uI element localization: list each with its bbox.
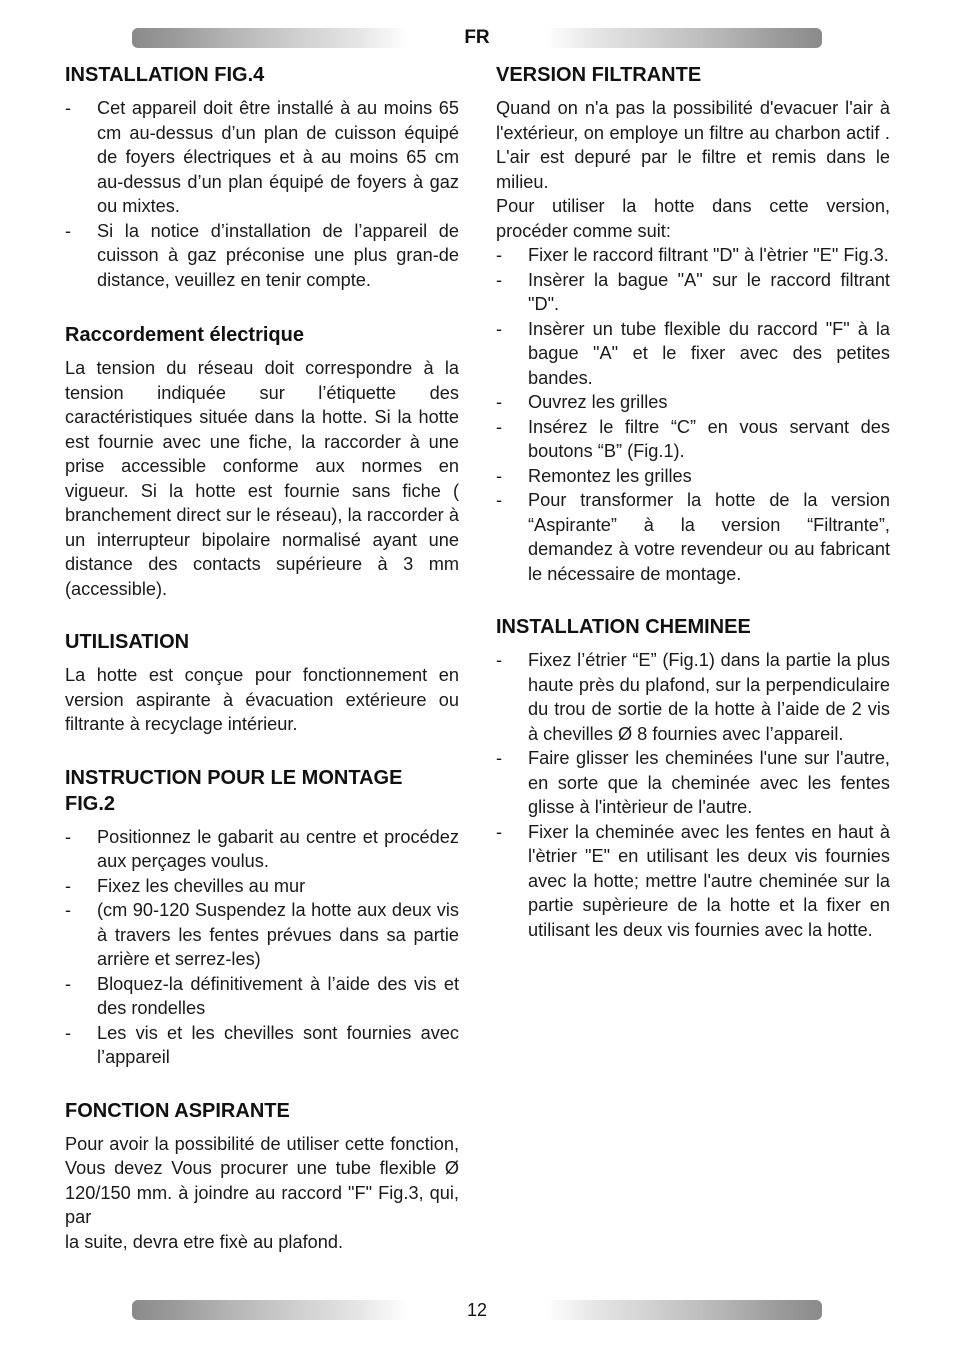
section-filtrante bbox=[496, 62, 890, 586]
list-item: - Si la notice d’installation de l’appareil de cuisson à gaz préconise une plus gran-de distance, veuillez en tenir compte. bbox=[65, 219, 459, 293]
list-item: - Fixez l’étrier “E” (Fig.1) dans la partie la plus haute près du plafond, sur la perpendiculaire du trou de sortie de la hotte à l’aide de 2 vis à chevilles Ø 8 fournies avec l’appareil. bbox=[496, 648, 890, 746]
list-item: - Insérez le filtre “C” en vous servant des boutons “B” (Fig.1). bbox=[496, 415, 890, 464]
list-item: - Pour transformer la hotte de la version “Aspirante” à la version “Filtrante”, demandez à votre revendeur ou au fabricant le nécessaire de montage. bbox=[496, 488, 890, 586]
list-item: - Positionnez le gabarit au centre et procédez aux perçages voulus. bbox=[65, 825, 459, 874]
section-title: FONCTION ASPIRANTE bbox=[65, 1099, 290, 1122]
paragraph: Quand on n'a pas la possibilité d'evacuer l'air à l'extérieur, on employe un filtre au charbon actif . L'air est depuré par le filtre et remis dans le milieu. bbox=[496, 98, 890, 192]
section-cheminee bbox=[496, 614, 890, 942]
paragraph: Pour avoir la possibilité de utiliser cette fonction, Vous devez Vous procurer une tube flexible Ø 120/150 mm. à joindre au raccord "F" Fig.3, qui, par bbox=[65, 1133, 459, 1227]
installation-list bbox=[65, 96, 459, 292]
list-item: - Remontez les grilles bbox=[496, 464, 890, 489]
list-item: - Insèrer la bague "A" sur le raccord filtrant "D". bbox=[496, 268, 890, 317]
list-item: - Bloquez-la définitivement à l’aide des vis et des rondelles bbox=[65, 972, 459, 1021]
section-installation bbox=[65, 62, 459, 292]
section-raccordement bbox=[65, 322, 459, 601]
paragraph: La hotte est conçue pour fonctionnement en version aspirante à évacuation extérieure ou filtrante à recyclage intérieur. bbox=[65, 665, 459, 734]
section-title: UTILISATION bbox=[65, 631, 190, 653]
section-title: INSTALLATION FIG.4 bbox=[65, 64, 265, 86]
section-title: INSTRUCTION POUR LE MONTAGE FIG.2 bbox=[65, 766, 403, 815]
list-item: - Fixer le raccord filtrant "D" à l'ètrier "E" Fig.3. bbox=[496, 243, 890, 268]
list-item: - Cet appareil doit être installé à au moins 65 cm au-dessus d’un plan de cuisson équipé de foyers électriques et à au moins 65 cm au-dessus d’un plan équipé de foyers à gaz ou mixtes. bbox=[65, 96, 459, 219]
footer-bar bbox=[132, 1300, 822, 1320]
left-column bbox=[65, 62, 459, 1276]
header-bar bbox=[132, 28, 822, 48]
cheminee-list bbox=[496, 648, 890, 942]
section-utilisation bbox=[65, 629, 459, 737]
list-item: - Faire glisser les cheminées l'une sur l'autre, en sorte que la cheminée avec les fentes glisse à l'intèrieur de l'autre. bbox=[496, 746, 890, 820]
section-title: Raccordement électrique bbox=[65, 324, 304, 346]
list-item: - Les vis et les chevilles sont fournies avec l’appareil bbox=[65, 1021, 459, 1070]
list-item: - Fixez les chevilles au mur bbox=[65, 874, 459, 899]
list-item: - Ouvrez les grilles bbox=[496, 390, 890, 415]
paragraph: La tension du réseau doit correspondre à la tension indiquée sur l’étiquette des caractéristiques située dans la hotte. Si la hotte est fournie avec une fiche, la raccorder à une prise accessible conforme aux normes en vigueur. Si la hotte est fournie sans fiche ( branchement direct sur le réseau), la raccorder à un interrupteur bipolaire normalisé ayant une distance des contacts supérieure à 3 mm (accessible). bbox=[65, 358, 459, 599]
page-number: 12 bbox=[466, 1300, 488, 1320]
language-label: FR bbox=[464, 27, 490, 48]
section-montage bbox=[65, 765, 459, 1070]
filtrante-list bbox=[496, 243, 890, 586]
section-title: INSTALLATION CHEMINEE bbox=[496, 616, 751, 638]
paragraph: la suite, devra etre fixè au plafond. bbox=[65, 1231, 344, 1252]
section-aspirante bbox=[65, 1098, 459, 1255]
list-item: - Insèrer un tube flexible du raccord "F" à la bague "A" et le fixer avec des petites bandes. bbox=[496, 317, 890, 391]
section-title: VERSION FILTRANTE bbox=[496, 64, 702, 86]
right-column bbox=[496, 62, 890, 964]
list-item: - Fixer la cheminée avec les fentes en haut à l'ètrier "E" en utilisant les deux vis fournies avec la hotte; mettre l'autre cheminée sur la partie supèrieure de la hotte et la fixer en utilisant les deux vis fournies avec la hotte. bbox=[496, 820, 890, 943]
list-item: - (cm 90-120 Suspendez la hotte aux deux vis à travers les fentes prévues dans sa partie arrière et serrez-les) bbox=[65, 898, 459, 972]
montage-list bbox=[65, 825, 459, 1070]
paragraph: Pour utiliser la hotte dans cette version, procéder comme suit: bbox=[496, 196, 890, 241]
